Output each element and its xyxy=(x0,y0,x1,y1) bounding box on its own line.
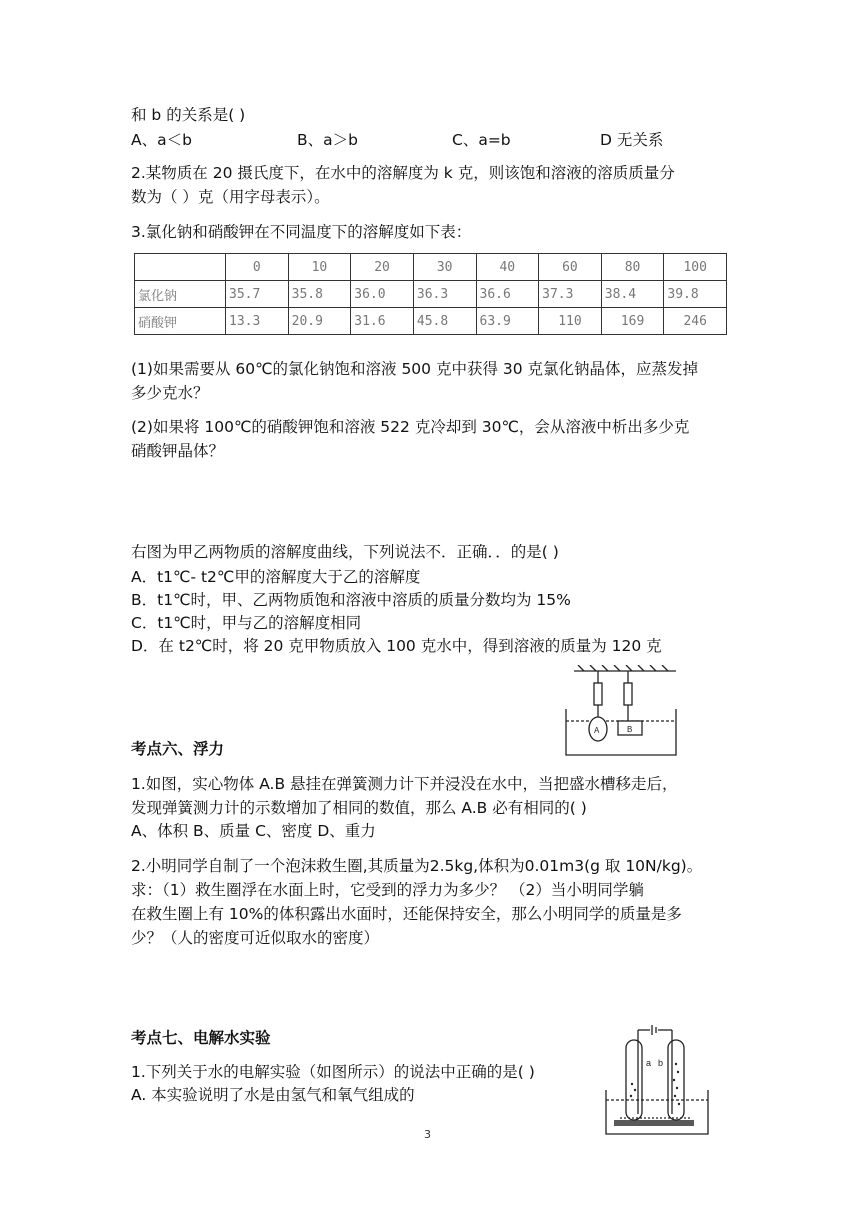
table-cell: 60 xyxy=(539,254,602,281)
s6-q2-line4: 少？（人的密度可近似取水的密度） xyxy=(131,929,380,947)
q2-line2: 数为（ ）克（用字母表示）。 xyxy=(131,188,330,206)
table-cell: 20 xyxy=(351,254,414,281)
q3-sub2-line1: (2)如果将 100℃的硝酸钾饱和溶液 522 克冷却到 30℃，会从溶液中析出多少克 xyxy=(131,418,690,436)
s7-q1-line1: 1.下列关于水的电解实验（如图所示）的说法中正确的是( ) xyxy=(131,1063,535,1081)
table-cell: 30 xyxy=(413,254,476,281)
table-cell: 100 xyxy=(664,254,727,281)
table-cell: 36.0 xyxy=(351,281,414,308)
q3-title: 3.氯化钠和硝酸钾在不同温度下的溶解度如下表： xyxy=(131,223,472,241)
page-number: 3 xyxy=(424,1128,431,1141)
q2-line1: 2.某物质在 20 摄氏度下，在水中的溶解度为 k 克，则该饱和溶液的溶质质量分 xyxy=(131,164,675,182)
table-cell: 31.6 xyxy=(351,308,414,335)
table-cell: 80 xyxy=(601,254,664,281)
s6-q1-options: A、体积 B、质量 C、密度 D、重力 xyxy=(131,822,376,840)
figure-label-a: a xyxy=(646,1058,652,1068)
section7-heading: 考点七、电解水实验 xyxy=(131,1029,271,1047)
s6-q1-line2: 发现弹簧测力计的示数增加了相同的数值，那么 A.B 必有相同的( ) xyxy=(131,799,587,817)
figure-label-a: A xyxy=(594,726,600,735)
q4-option-d: D．在 t2℃时，将 20 克甲物质放入 100 克水中，得到溶液的质量为 120 克 xyxy=(131,637,662,655)
buoyancy-figure xyxy=(560,665,680,760)
table-cell: 35.8 xyxy=(288,281,351,308)
question-intro-text: 和 b 的关系是( ) xyxy=(131,106,246,124)
s7-q1-option-a: A. 本实验说明了水是由氢气和氧气组成的 xyxy=(131,1086,415,1104)
s6-q2-line3: 在救生圈上有 10%的体积露出水面时，还能保持安全，那么小明同学的质量是多 xyxy=(131,905,682,923)
table-cell: 37.3 xyxy=(539,281,602,308)
q3-sub1-line1: (1)如果需要从 60℃的氯化钠饱和溶液 500 克中获得 30 克氯化钠晶体，应蒸发掉 xyxy=(131,360,699,378)
table-cell: 169 xyxy=(601,308,664,335)
option-b: B、a＞b xyxy=(297,131,358,149)
table-cell: 20.9 xyxy=(288,308,351,335)
s6-q1-line1: 1.如图，实心物体 A.B 悬挂在弹簧测力计下并浸没在水中，当把盛水槽移走后， xyxy=(131,775,678,793)
option-d: D 无关系 xyxy=(600,131,664,149)
table-cell: 38.4 xyxy=(601,281,664,308)
table-cell: 35.7 xyxy=(226,281,289,308)
option-c: C、a=b xyxy=(452,131,511,149)
table-cell: 36.3 xyxy=(413,281,476,308)
table-cell: 0 xyxy=(226,254,289,281)
q3-sub1-line2: 多少克水？ xyxy=(131,384,209,402)
table-cell: 36.6 xyxy=(476,281,539,308)
q3-sub2-line2: 硝酸钾晶体？ xyxy=(131,442,225,460)
table-row xyxy=(135,281,727,308)
section6-heading: 考点六、浮力 xyxy=(131,740,225,758)
table-cell: 110 xyxy=(539,308,602,335)
table-cell: 10 xyxy=(288,254,351,281)
table-cell: 39.8 xyxy=(664,281,727,308)
s6-q2-line1: 2.小明同学自制了一个泡沫救生圈,其质量为2.5kg,体积为0.01m3(g 取 10N/kg)。 xyxy=(131,857,703,875)
q4-option-a: A．t1℃- t2℃甲的溶解度大于乙的溶解度 xyxy=(131,568,421,586)
q4-option-c: C．t1℃时，甲与乙的溶解度相同 xyxy=(131,614,362,632)
figure-label-b: b xyxy=(658,1058,664,1068)
table-cell: 63.9 xyxy=(476,308,539,335)
option-a: A、a＜b xyxy=(131,131,192,149)
table-cell: 13.3 xyxy=(226,308,289,335)
table-cell: 40 xyxy=(476,254,539,281)
table-cell: 45.8 xyxy=(413,308,476,335)
table-cell: 氯化钠 xyxy=(135,281,226,308)
table-cell: 246 xyxy=(664,308,727,335)
table-header-row xyxy=(135,254,727,281)
s6-q2-line2: 求：（1）救生圈浮在水面上时，它受到的浮力为多少？ （2）当小明同学躺 xyxy=(131,881,644,899)
electrolysis-figure xyxy=(600,1024,714,1138)
table-row xyxy=(135,308,727,335)
solubility-table xyxy=(134,253,727,335)
q4-option-b: B．t1℃时，甲、乙两物质饱和溶液中溶质的质量分数均为 15% xyxy=(131,591,571,609)
table-cell: 硝酸钾 xyxy=(135,308,226,335)
table-cell xyxy=(135,254,226,281)
figure-label-b: B xyxy=(627,725,633,734)
q4-stem: 右图为甲乙两物质的溶解度曲线，下列说法不．正确．．的是( ) xyxy=(131,543,559,561)
